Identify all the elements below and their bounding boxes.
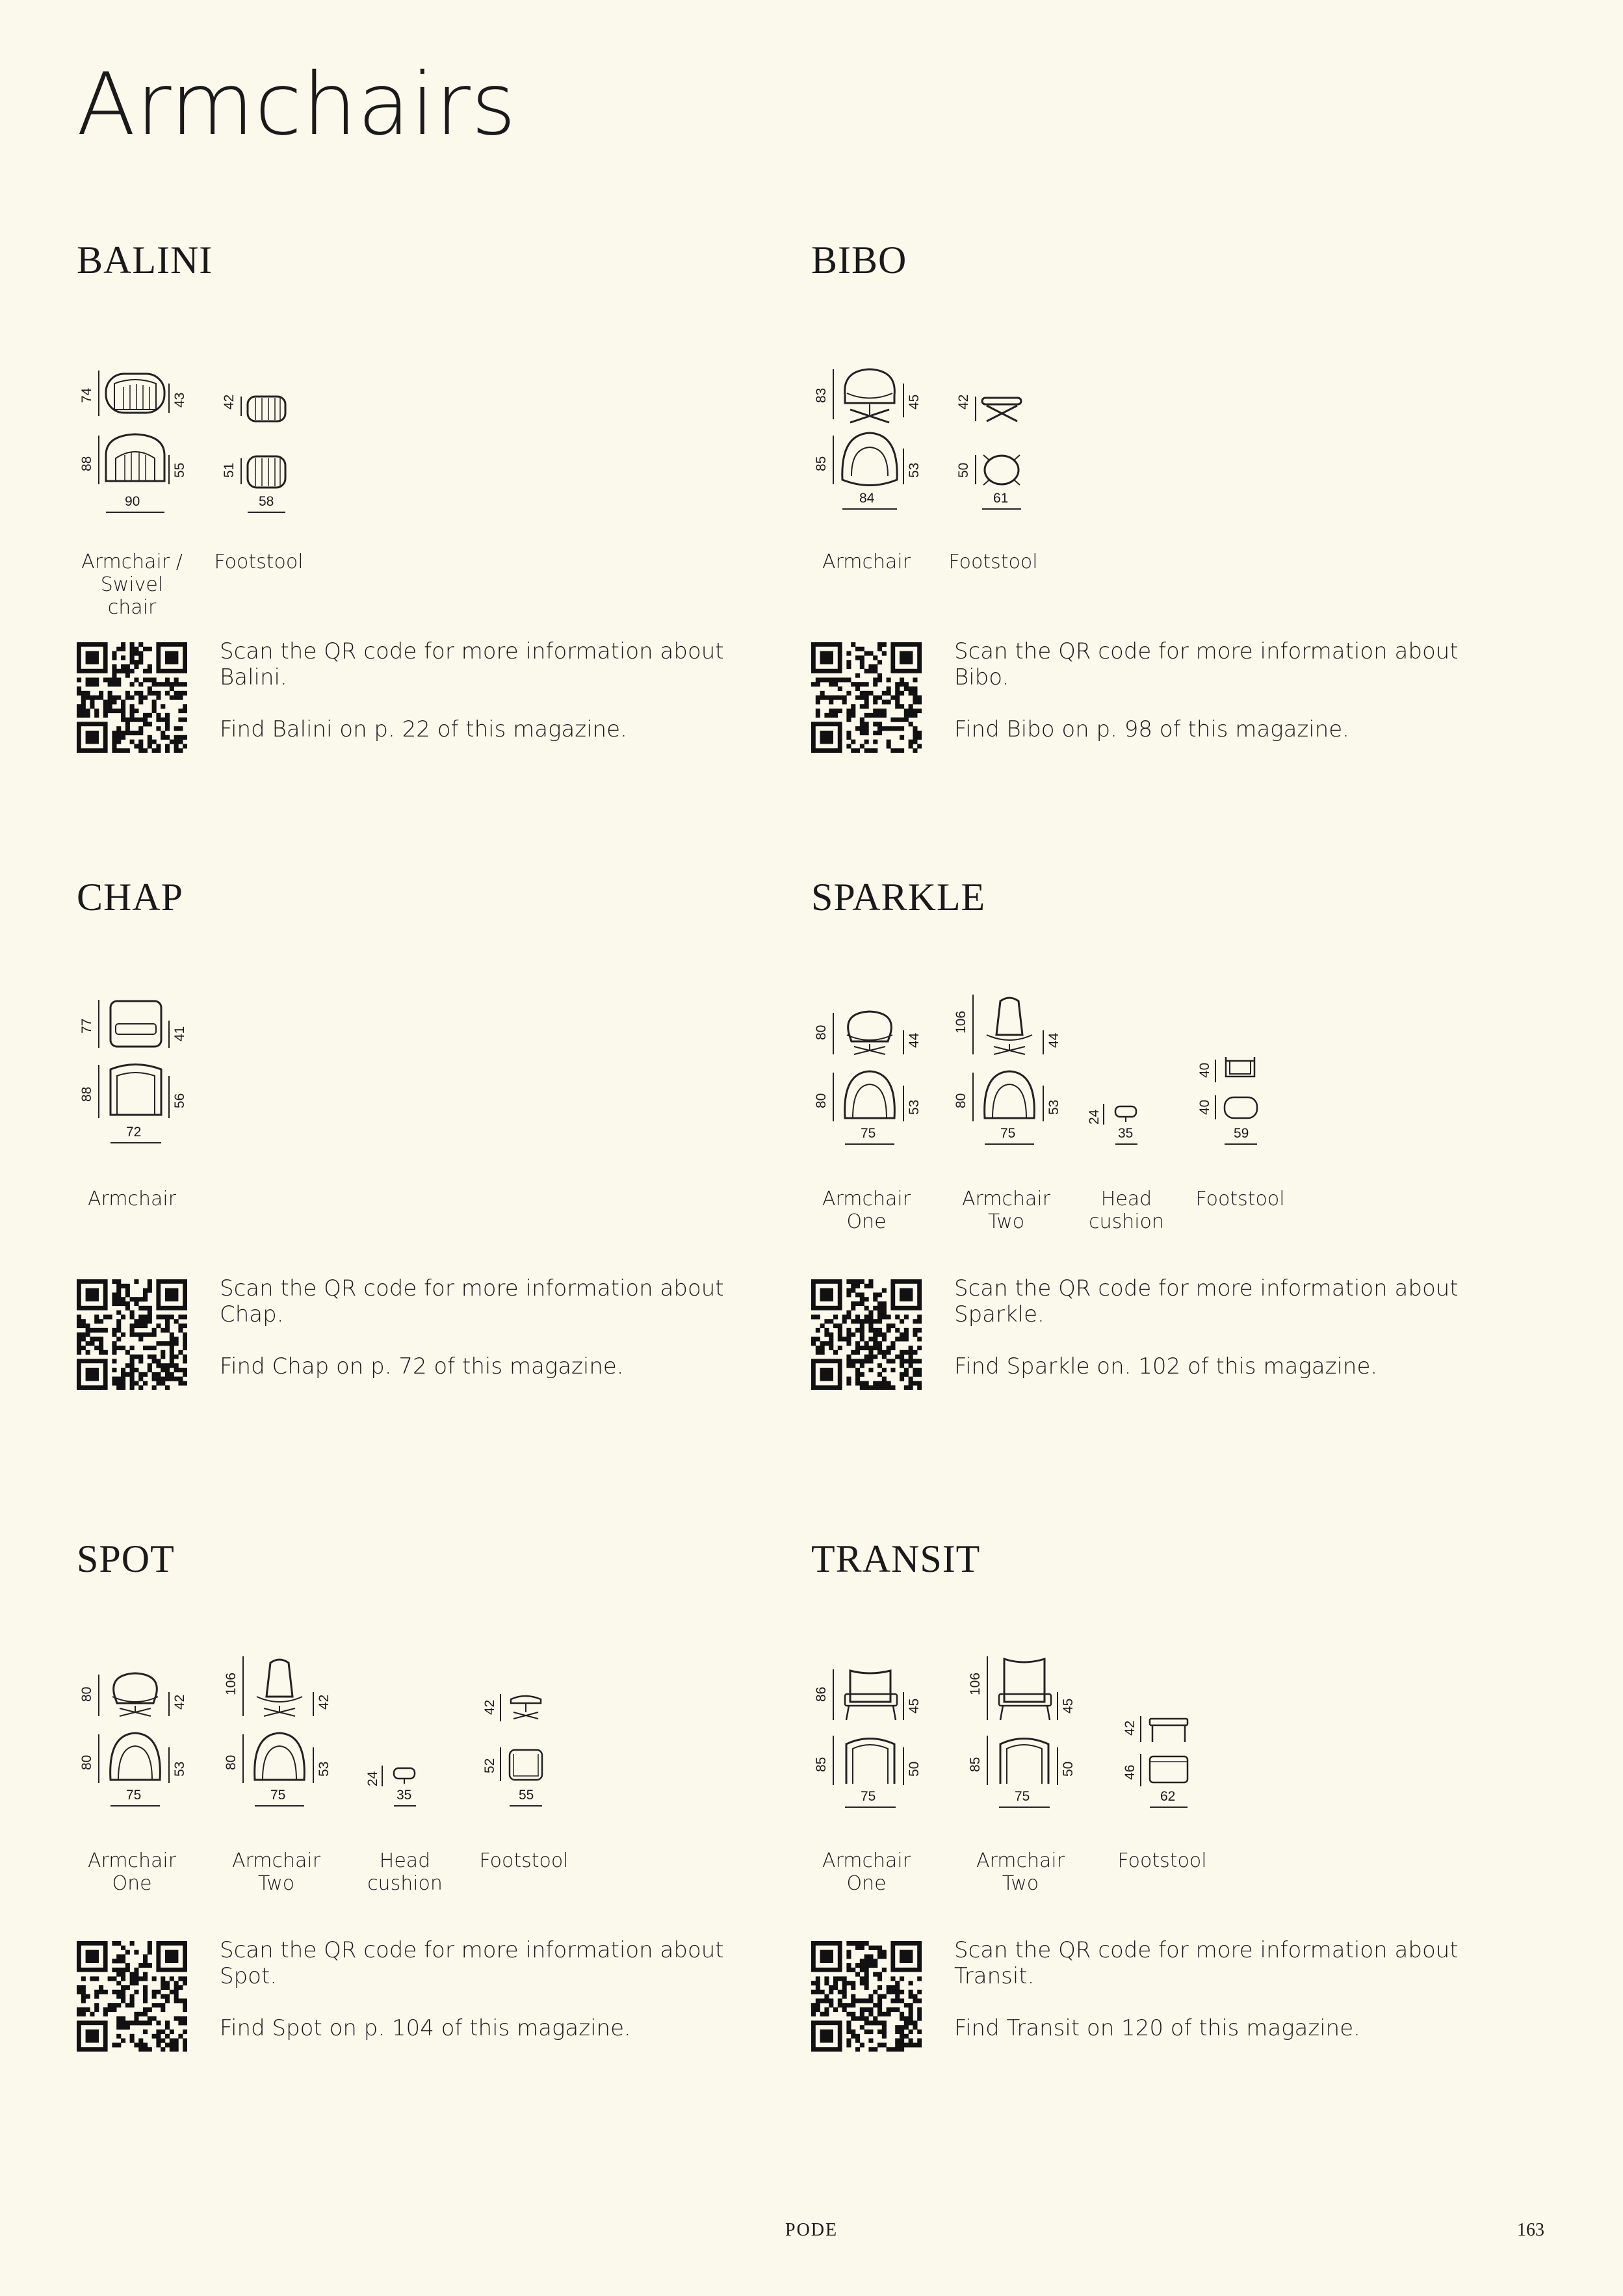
qr-code[interactable] xyxy=(77,642,187,753)
svg-text:40: 40 xyxy=(1197,1099,1212,1115)
armchair-one-drawing xyxy=(811,1656,941,1812)
head-cushion-drawing xyxy=(1087,995,1162,1151)
svg-text:42: 42 xyxy=(1123,1720,1137,1736)
svg-text:106: 106 xyxy=(954,1010,968,1034)
page-reference: Find Balini on p. 22 of this magazine. xyxy=(220,716,627,742)
qr-instruction: Scan the QR code for more information about Bibo. xyxy=(954,638,1459,690)
svg-text:24: 24 xyxy=(365,1771,380,1786)
variant-label: Armchair One xyxy=(822,1188,911,1233)
page-reference: Find Chap on p. 72 of this magazine. xyxy=(220,1353,624,1379)
qr-pattern xyxy=(77,1279,187,1390)
svg-text:75: 75 xyxy=(1015,1789,1030,1804)
qr-pattern xyxy=(77,642,187,753)
variant-label: Footstool xyxy=(948,551,1038,573)
page-reference: Find Spot on p. 104 of this magazine. xyxy=(220,2015,631,2041)
variant-armchair-one xyxy=(811,1656,941,1815)
qr-info xyxy=(220,1937,740,2041)
section-balini xyxy=(77,241,753,826)
svg-text:80: 80 xyxy=(814,1093,829,1108)
svg-text:35: 35 xyxy=(396,1788,412,1803)
svg-text:75: 75 xyxy=(861,1126,876,1141)
qr-instruction: Scan the QR code for more information about Spot. xyxy=(220,1937,724,1989)
svg-text:51: 51 xyxy=(222,462,237,478)
svg-text:53: 53 xyxy=(172,1761,187,1777)
svg-text:62: 62 xyxy=(1160,1789,1176,1804)
qr-info xyxy=(954,638,1474,742)
variant-armchair-one xyxy=(811,995,941,1153)
svg-text:24: 24 xyxy=(1087,1109,1102,1125)
svg-text:84: 84 xyxy=(859,491,875,506)
svg-text:75: 75 xyxy=(861,1789,876,1804)
svg-text:42: 42 xyxy=(956,394,971,410)
svg-text:42: 42 xyxy=(317,1694,331,1710)
dim-height: 74 xyxy=(79,387,94,403)
qr-info xyxy=(220,638,740,742)
svg-text:75: 75 xyxy=(126,1788,142,1803)
dim-width: 90 xyxy=(125,494,140,509)
variant-label: Armchair Two xyxy=(231,1849,321,1895)
variant-label: Armchair / Swivel chair xyxy=(81,551,183,619)
qr-code[interactable] xyxy=(811,1279,922,1390)
footstool-drawing xyxy=(1120,1656,1204,1812)
variant-label: Armchair Two xyxy=(961,1188,1051,1233)
variant-label: Armchair One xyxy=(87,1849,177,1895)
qr-instruction: Scan the QR code for more information about Sparkle. xyxy=(954,1275,1459,1327)
svg-text:40: 40 xyxy=(1197,1062,1212,1078)
svg-text:85: 85 xyxy=(814,1756,829,1772)
armchair-two-drawing xyxy=(965,1656,1095,1812)
svg-text:50: 50 xyxy=(1061,1761,1076,1777)
svg-text:80: 80 xyxy=(224,1755,239,1770)
svg-text:53: 53 xyxy=(907,462,922,478)
svg-text:59: 59 xyxy=(1234,1126,1249,1141)
section-title: BALINI xyxy=(77,239,213,281)
svg-text:85: 85 xyxy=(814,456,829,471)
footer-brand: PODE xyxy=(785,2220,838,2240)
svg-text:44: 44 xyxy=(1046,1032,1061,1048)
svg-text:85: 85 xyxy=(968,1756,983,1772)
svg-text:45: 45 xyxy=(907,394,922,410)
armchair-two-drawing xyxy=(221,1656,351,1812)
variant-armchair xyxy=(77,995,207,1153)
svg-text:106: 106 xyxy=(968,1672,983,1695)
variant-label: Head cushion xyxy=(367,1849,443,1895)
qr-pattern xyxy=(811,642,922,753)
variant-label: Footstool xyxy=(1117,1849,1207,1872)
svg-text:88: 88 xyxy=(79,456,94,471)
qr-pattern xyxy=(811,1941,922,2052)
variant-armchair xyxy=(77,364,207,523)
section-title: SPOT xyxy=(77,1537,175,1580)
variant-label: Footstool xyxy=(214,551,304,573)
qr-instruction: Scan the QR code for more information about Chap. xyxy=(220,1275,724,1327)
svg-text:42: 42 xyxy=(482,1699,497,1715)
section-bibo xyxy=(811,241,1487,826)
qr-info xyxy=(954,1937,1474,2041)
svg-text:75: 75 xyxy=(270,1788,286,1803)
section-title: SPARKLE xyxy=(811,876,986,919)
section-chap xyxy=(77,878,753,1463)
svg-text:41: 41 xyxy=(172,1026,187,1041)
svg-text:35: 35 xyxy=(1118,1126,1134,1141)
svg-text:72: 72 xyxy=(126,1125,142,1140)
armchair-one-drawing xyxy=(811,995,941,1151)
page-title: Armchairs xyxy=(77,55,517,155)
svg-text:45: 45 xyxy=(1061,1698,1076,1714)
armchair-one-drawing xyxy=(77,1656,207,1812)
svg-text:56: 56 xyxy=(172,1093,187,1108)
svg-text:61: 61 xyxy=(993,491,1009,506)
variant-armchair-two xyxy=(965,1656,1095,1815)
qr-pattern xyxy=(811,1279,922,1390)
variant-head-cushion xyxy=(365,1656,441,1815)
section-title: TRANSIT xyxy=(811,1537,981,1580)
section-sparkle xyxy=(811,878,1487,1463)
svg-text:50: 50 xyxy=(956,462,971,478)
variant-label: Armchair Two xyxy=(976,1849,1065,1895)
variant-footstool xyxy=(957,364,1035,523)
section-title: BIBO xyxy=(811,239,907,281)
svg-text:55: 55 xyxy=(519,1788,534,1803)
qr-code[interactable] xyxy=(811,642,922,753)
svg-text:52: 52 xyxy=(482,1758,497,1773)
qr-info xyxy=(220,1275,740,1379)
armchair-drawing xyxy=(811,364,941,520)
svg-text:55: 55 xyxy=(172,462,187,478)
head-cushion-drawing xyxy=(365,1656,441,1812)
page-reference: Find Bibo on p. 98 of this magazine. xyxy=(954,716,1349,742)
variant-label: Armchair xyxy=(822,551,911,573)
section-transit xyxy=(811,1539,1487,2124)
footstool-drawing xyxy=(480,1656,564,1812)
variant-label: Footstool xyxy=(479,1849,569,1872)
variant-head-cushion xyxy=(1087,995,1162,1153)
qr-code[interactable] xyxy=(811,1941,922,2052)
svg-text:88: 88 xyxy=(79,1086,94,1102)
svg-text:43: 43 xyxy=(172,392,187,408)
svg-text:46: 46 xyxy=(1123,1764,1137,1780)
svg-text:58: 58 xyxy=(259,494,274,509)
svg-text:42: 42 xyxy=(172,1694,187,1710)
svg-text:45: 45 xyxy=(907,1698,922,1714)
section-title: CHAP xyxy=(77,876,184,919)
svg-text:50: 50 xyxy=(907,1761,922,1777)
qr-info xyxy=(954,1275,1474,1379)
svg-text:80: 80 xyxy=(79,1686,94,1702)
svg-text:80: 80 xyxy=(79,1755,94,1770)
variant-footstool xyxy=(1120,1656,1204,1815)
footstool-drawing xyxy=(223,364,301,520)
page-reference: Find Sparkle on. 102 of this magazine. xyxy=(954,1353,1378,1379)
svg-text:53: 53 xyxy=(317,1761,331,1777)
footstool-drawing xyxy=(957,364,1035,520)
variant-footstool xyxy=(480,1656,564,1815)
page-reference: Find Transit on 120 of this magazine. xyxy=(954,2015,1360,2041)
qr-instruction: Scan the QR code for more information about Balini. xyxy=(220,638,724,690)
page-number: 163 xyxy=(1517,2220,1544,2240)
variant-armchair-two xyxy=(221,1656,351,1815)
variant-footstool xyxy=(223,364,301,523)
svg-text:53: 53 xyxy=(907,1099,922,1115)
armchair-drawing xyxy=(77,995,207,1151)
variant-label: Armchair One xyxy=(822,1849,911,1895)
qr-code[interactable] xyxy=(77,1279,187,1390)
variant-armchair-one xyxy=(77,1656,207,1815)
svg-text:75: 75 xyxy=(1000,1126,1016,1141)
svg-text:42: 42 xyxy=(222,394,237,410)
footstool-drawing xyxy=(1195,995,1279,1151)
variant-armchair xyxy=(811,364,941,523)
svg-text:44: 44 xyxy=(907,1032,922,1048)
svg-text:106: 106 xyxy=(224,1672,239,1695)
qr-code[interactable] xyxy=(77,1941,187,2052)
svg-text:80: 80 xyxy=(954,1093,968,1108)
svg-text:77: 77 xyxy=(79,1018,94,1034)
armchair-two-drawing xyxy=(951,995,1081,1151)
variant-label: Armchair xyxy=(87,1188,177,1210)
svg-text:83: 83 xyxy=(814,387,829,403)
variant-footstool xyxy=(1195,995,1279,1153)
variant-armchair-two xyxy=(951,995,1081,1153)
variant-label: Head cushion xyxy=(1089,1188,1164,1233)
svg-text:80: 80 xyxy=(814,1024,829,1040)
section-spot xyxy=(77,1539,753,2124)
variant-label: Footstool xyxy=(1195,1188,1285,1210)
svg-text:86: 86 xyxy=(814,1686,829,1702)
svg-text:53: 53 xyxy=(1046,1099,1061,1115)
qr-pattern xyxy=(77,1941,187,2052)
qr-instruction: Scan the QR code for more information about Transit. xyxy=(954,1937,1459,1989)
armchair-drawing xyxy=(77,364,207,520)
